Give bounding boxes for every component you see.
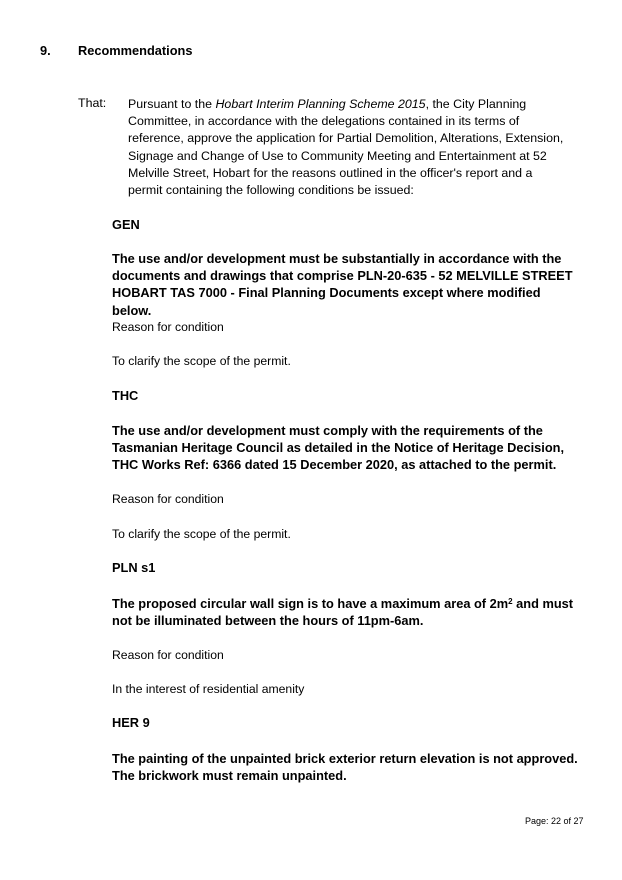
- condition-text-her-9: The painting of the unpainted brick exterior return elevation is not approved. The brickwork must remain unpainted.: [112, 751, 578, 784]
- condition-code-thc: THC: [112, 388, 139, 403]
- reason-text-gen: To clarify the scope of the permit.: [112, 354, 291, 368]
- condition-code-gen: GEN: [112, 217, 140, 232]
- reason-label-thc: Reason for condition: [112, 492, 224, 506]
- condition-code-pln-s1: PLN s1: [112, 560, 156, 575]
- reason-text-pln-s1: In the interest of residential amenity: [112, 682, 305, 696]
- that-label: That:: [78, 96, 107, 110]
- pln-text-before: The proposed circular wall sign is to have a maximum area of 2m: [112, 596, 509, 611]
- condition-text-pln-s1: [112, 595, 582, 629]
- reason-label-gen: Reason for condition: [112, 320, 224, 334]
- condition-text-gen: The use and/or development must be substantially in accordance with the documents and drawings that comprise PLN-20-635 - 52 MELVILLE STREET HOBART TAS 7000 - Final Planning Documents except where modified below.: [112, 251, 573, 318]
- scheme-reference: Hobart Interim Planning Scheme 2015: [215, 97, 426, 111]
- page-number: Page: 22 of 27: [525, 816, 584, 826]
- reason-text-thc: To clarify the scope of the permit.: [112, 527, 291, 541]
- condition-code-her-9: HER 9: [112, 715, 150, 730]
- section-title: Recommendations: [78, 43, 193, 58]
- intro-paragraph: [128, 96, 568, 199]
- intro-text-after: , the City Planning Committee, in accordance with the delegations contained in its terms of reference, approve the application for Partial Demolition, Alterations, Extension, Signage and Change of Use to Community Meeting and Entertainment at 52 Melville Street, Hobart for the reasons outlined in the officer's report and a permit containing the following conditions be issued:: [128, 97, 564, 198]
- intro-text-before: Pursuant to the: [128, 97, 216, 111]
- condition-text-thc: The use and/or development must comply with the requirements of the Tasmanian Heritage Council as detailed in the Notice of Heritage Decision, THC Works Ref: 6366 dated 15 December 2020, as attached to the permit.: [112, 423, 565, 473]
- pln-text-after: and must not be illuminated between the hours of 11pm-6am.: [112, 596, 574, 629]
- reason-label-pln-s1: Reason for condition: [112, 648, 224, 662]
- squared-superscript: 2: [508, 597, 513, 606]
- section-number: 9.: [40, 43, 51, 58]
